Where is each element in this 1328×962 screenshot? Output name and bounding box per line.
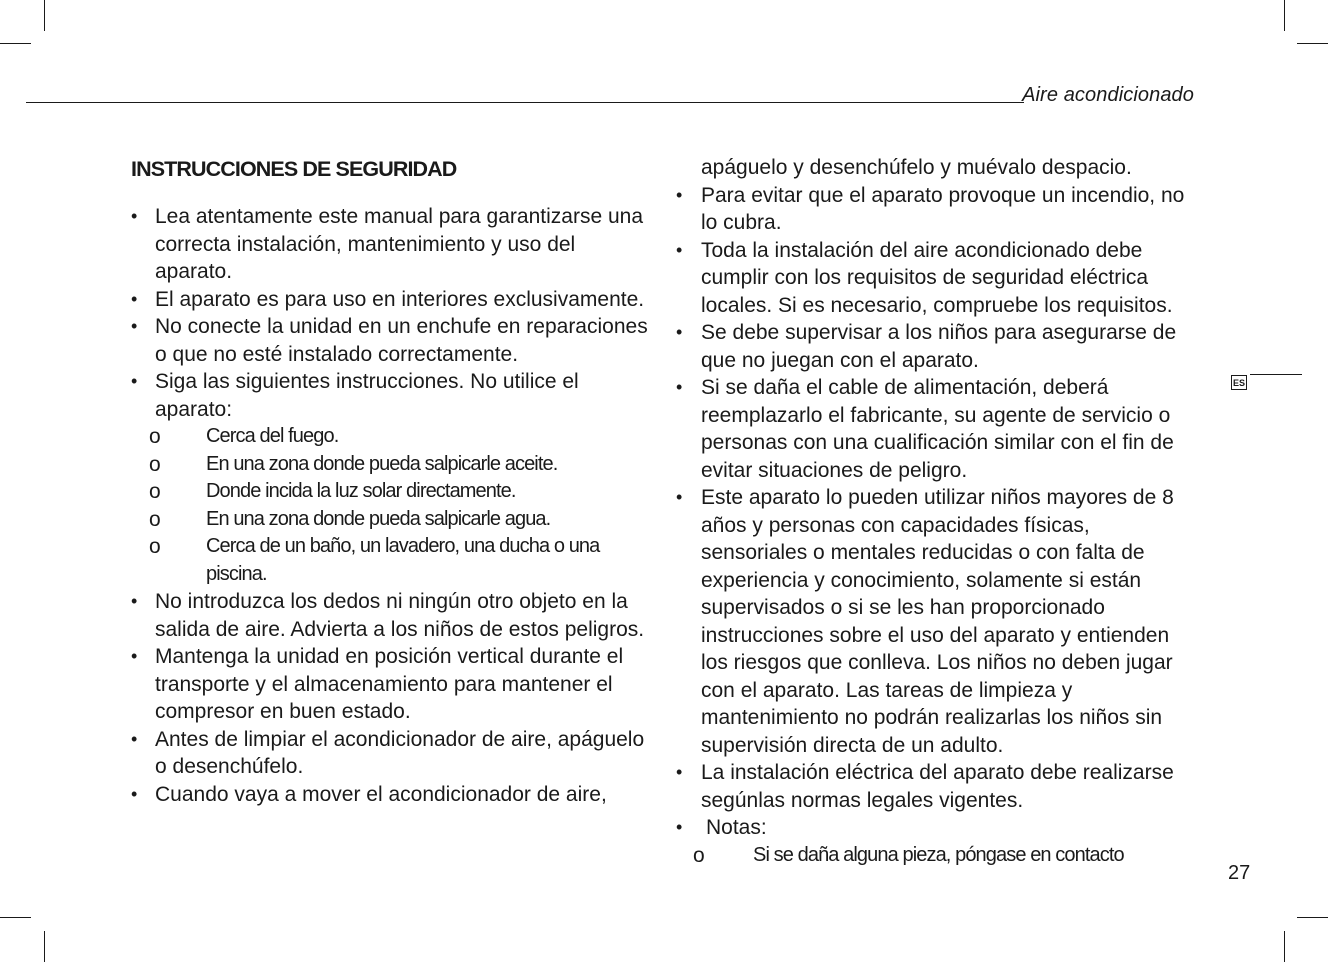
list-item: • Para evitar que el aparato provoque un incendio, no lo cubra. [676, 183, 1185, 234]
sub-bullet-icon: o [149, 425, 161, 448]
crop-mark [0, 43, 31, 44]
bullet-icon: • [131, 783, 138, 804]
list-item-continuation: apáguelo y desenchúfelo y muévalo despacio. [701, 156, 1132, 179]
header-rule [26, 102, 1024, 103]
crop-mark [44, 0, 45, 31]
list-item: • Se debe supervisar a los niños para asegurarse de que no juegan con el aparato. [676, 321, 1177, 372]
bullet-icon: • [676, 817, 683, 837]
crop-mark [0, 917, 31, 918]
bullet-icon: • [131, 288, 138, 309]
left-column [131, 154, 651, 808]
bullet-icon: • [676, 239, 683, 260]
crop-mark [1297, 43, 1328, 44]
list-item: • Antes de limpiar el acondicionador de aire, apáguelo o desenchúfelo. [131, 727, 645, 778]
sub-list-item: o Cerca del fuego. [131, 423, 651, 451]
bullet-icon: • [131, 728, 138, 749]
bullet-icon: • [676, 762, 683, 782]
right-column [676, 154, 1201, 869]
language-tab: ES [1231, 375, 1247, 390]
list-item: • Toda la instalación del aire acondicionado debe cumplir con los requisitos de seguridad eléctrica locales. Si es necesario, compruebe los requisitos. [676, 238, 1173, 317]
bullet-icon: • [131, 646, 138, 666]
sub-list-item: o Donde incida la luz solar directamente. [131, 478, 651, 506]
list-item: • Si se daña el cable de alimentación, deberá reemplazarlo el fabricante, su agente de servicio o personas con una cualificación similar con el fin de evitar situaciones de peligro. [676, 376, 1174, 482]
list-item: • Notas: [676, 814, 1201, 842]
language-tab-rule [1250, 374, 1302, 375]
crop-mark [1297, 917, 1328, 918]
bullet-icon: • [131, 591, 138, 611]
sub-bullet-icon: o [149, 535, 161, 558]
list-item: • No introduzca los dedos ni ningún otro objeto en la salida de aire. Advierta a los niños de estos peligros. [131, 590, 645, 641]
list-item: • Siga las siguientes instrucciones. No utilice el aparato: [131, 370, 579, 421]
bullet-icon: • [131, 371, 138, 391]
sub-bullet-icon: o [693, 843, 705, 867]
bullet-icon: • [676, 487, 683, 507]
list-item: • Cuando vaya a mover el acondicionador de aire, [131, 781, 651, 809]
bullet-icon: • [676, 377, 683, 397]
list-item: • Mantenga la unidad en posición vertical durante el transporte y el almacenamiento para mantener el compresor en buen estado. [131, 645, 624, 723]
bullet-icon: • [131, 316, 138, 336]
crop-mark [44, 931, 45, 962]
sub-list-item: o En una zona donde pueda salpicarle aceite. [131, 451, 651, 479]
bullet-icon: • [131, 206, 138, 226]
sub-bullet-icon: o [149, 480, 161, 503]
list-item: • El aparato es para uso en interiores exclusivamente. [131, 286, 651, 314]
page-number: 27 [1228, 862, 1251, 884]
running-header: Aire acondicionado [1022, 84, 1194, 106]
section-title: INSTRUCCIONES DE SEGURIDAD [131, 157, 457, 181]
list-item: • Lea atentamente este manual para garantizarse una correcta instalación, mantenimiento y uso del aparato. [131, 205, 643, 283]
list-item: • No conecte la unidad en un enchufe en reparaciones o que no esté instalado correctamente. [131, 315, 648, 366]
crop-mark [1284, 0, 1285, 31]
sub-bullet-icon: o [149, 507, 161, 531]
list-item: • La instalación eléctrica del aparato debe realizarse segúnlas normas legales vigentes. [676, 761, 1174, 812]
bullet-icon: • [676, 322, 683, 342]
sub-bullet-icon: o [149, 452, 161, 476]
sub-list-item: o En una zona donde pueda salpicarle agua. [131, 506, 651, 534]
sub-list-item: o Si se daña alguna pieza, póngase en contacto [676, 842, 1201, 870]
sub-list-item: o Cerca de un baño, un lavadero, una ducha o una piscina. [149, 535, 600, 585]
bullet-icon: • [676, 184, 683, 205]
list-item: • Este aparato lo pueden utilizar niños mayores de 8 años y personas con capacidades físicas, sensoriales o mentales reducidas o con falta de experiencia y conocimiento, solamente si están supervisados o si se les han proporcionado instrucciones sobre el uso del aparato y entienden los riesgos que conlleva. Los niños no deben jugar con el aparato. Las tareas de limpieza y mantenimiento no podrán realizarlas los niños sin supervisión directa de un adulto. [676, 486, 1174, 757]
crop-mark [1284, 931, 1285, 962]
